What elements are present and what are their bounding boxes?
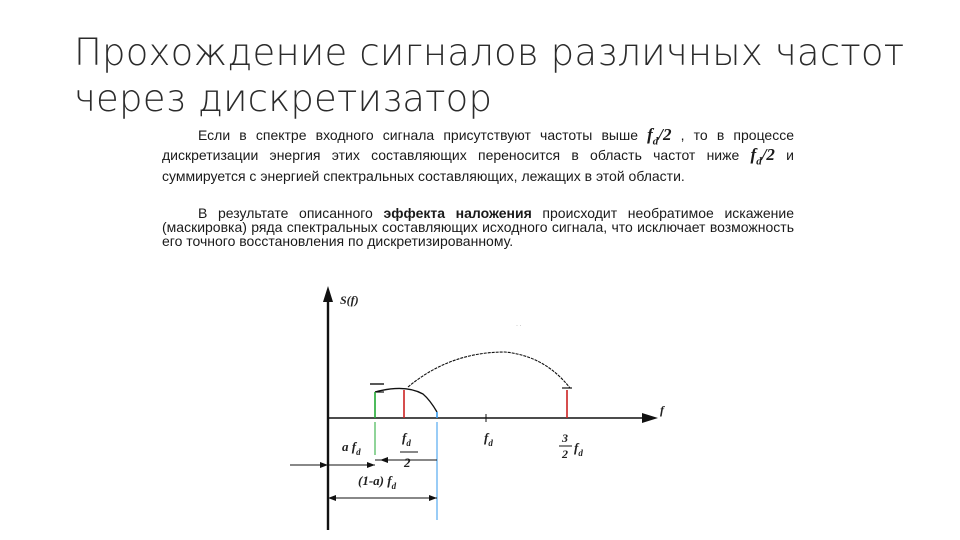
x-axis-arrow xyxy=(642,413,658,423)
p2-bold-term: эффекта наложения xyxy=(383,205,532,221)
p2-text-a: В результате описанного xyxy=(198,205,384,221)
y-axis-label: S(f) xyxy=(340,293,359,307)
label-fd2-denominator: 2 xyxy=(404,455,411,470)
dim-a-fd-arrow-left xyxy=(320,462,328,468)
title-line-1: Прохождение сигналов различных частот xyxy=(74,31,905,74)
faint-dot-marks: · · xyxy=(516,323,522,329)
label-fd2-numerator: $f_d$ xyxy=(402,430,411,448)
title-line-2: через дискретизатор xyxy=(74,77,493,120)
paragraph-aliasing-energy xyxy=(162,125,795,184)
slide-title xyxy=(74,30,914,122)
y-axis-arrow xyxy=(323,286,333,302)
spectrum-diagram xyxy=(280,280,700,535)
label-3-2-fd: $f_d$ xyxy=(574,440,583,458)
dim-a-fd-arrow-right xyxy=(367,462,375,468)
paragraph-masking-effect xyxy=(162,206,794,248)
alias-arc xyxy=(408,352,570,388)
x-axis-label: f xyxy=(660,403,664,417)
label-a-fd: a $f_d$ xyxy=(342,439,361,457)
label-3-2-denominator: 2 xyxy=(562,447,568,461)
p1-text-c: и суммируется с энергией спектральных составляющих, лежащих в этой области. xyxy=(162,147,794,184)
dim-fd2-arrow xyxy=(380,457,388,463)
p1-formula-fd-half: $f_d/2$ xyxy=(647,125,672,148)
label-fd: $f_d$ xyxy=(484,430,493,448)
label-3-2-numerator: 3 xyxy=(562,431,568,445)
p1-text-a: Если в спектре входного сигнала присутствуют частоты выше xyxy=(198,127,648,143)
p2-text-b: происходит необратимое искажение (маскировка) ряда спектральных составляющих исходного сигнала, что исключает возможность его точного восстановления по дискретизированному. xyxy=(162,205,794,249)
spectrum-svg xyxy=(280,280,700,535)
label-1-minus-a-fd: (1-a) $f_d$ xyxy=(358,473,397,491)
dim-1a-fd-arrow-left xyxy=(328,495,336,501)
spectrum-curve xyxy=(375,388,437,412)
p1-formula-fd-half-2: $f_d/2$ xyxy=(750,145,775,168)
dim-1a-fd-arrow-right xyxy=(429,495,437,501)
p1-text-b: , то в процессе дискретизации энергия этих составляющих переносится в область частот ниже xyxy=(162,127,795,164)
